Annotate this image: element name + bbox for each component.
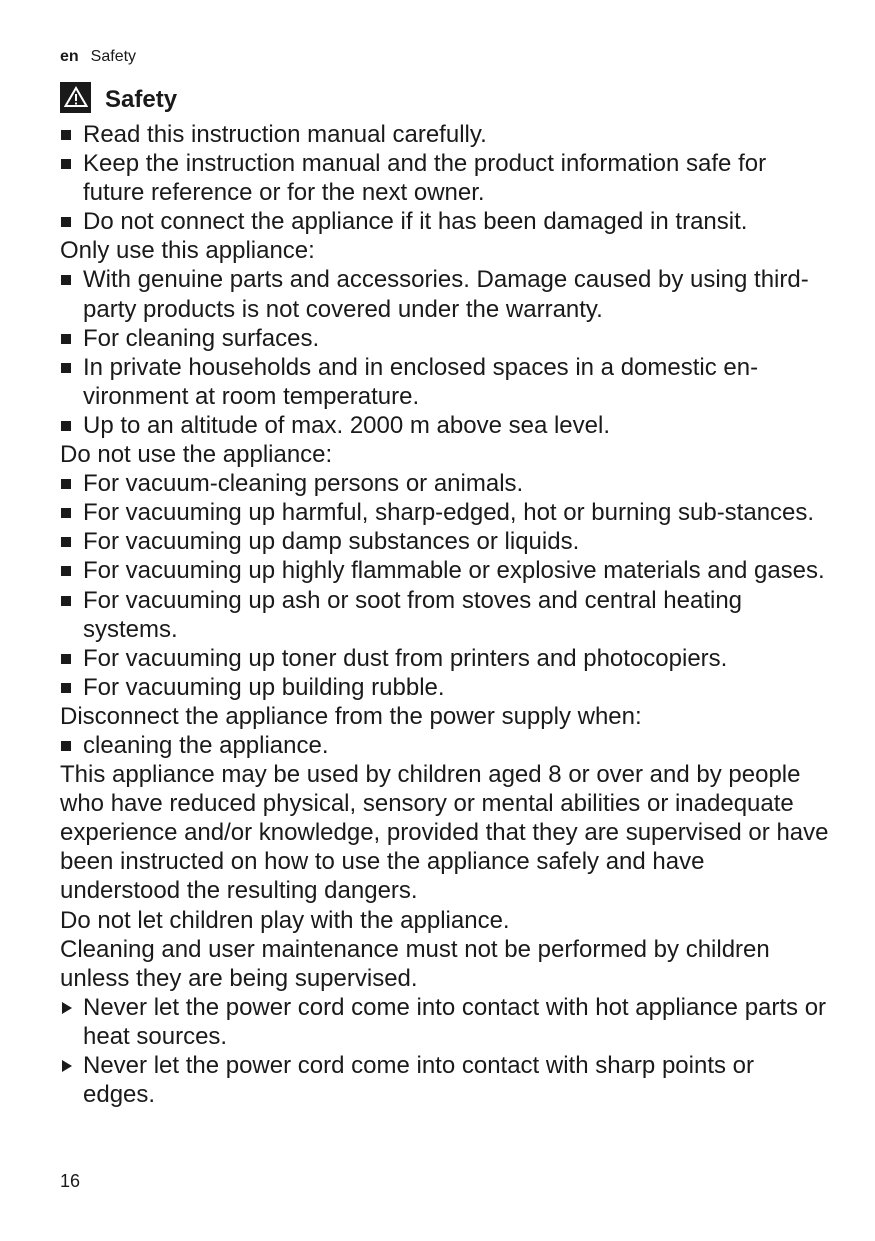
triangle-arrow-icon [62,1002,72,1014]
bullet-item [60,673,830,702]
square-bullet-icon [61,566,71,576]
bullet-text: Keep the instruction manual and the product information safe for future reference or for the next owner. [83,150,767,207]
square-bullet-icon [61,683,71,693]
bullet-text: Do not connect the appliance if it has been damaged in transit. [83,208,748,236]
triangle-arrow-icon [62,1060,72,1072]
square-bullet-icon [61,537,71,547]
paragraph: Do not let children play with the appliance. [60,906,510,934]
square-bullet-icon [61,421,71,431]
bullet-text: Read this instruction manual carefully. [83,121,487,148]
square-bullet-icon [61,654,71,664]
running-header [60,47,136,67]
square-bullet-icon [61,479,71,489]
action-step [60,993,830,1051]
bullet-item [60,498,830,527]
warning-triangle-icon [60,82,91,113]
bullet-item [60,644,830,673]
square-bullet-icon [61,508,71,518]
bullet-item [60,556,830,585]
bullet-text: cleaning the appliance. [83,731,329,759]
safety-content [60,120,830,1109]
bullet-text: With genuine parts and accessories. Damage caused by using third-party products is not covered under the warranty. [83,266,809,323]
square-bullet-icon [61,275,71,285]
bullet-text: In private households and in enclosed spaces in a domestic en-vironment at room temperature. [83,353,759,410]
bullet-item [60,265,830,323]
page-number: 16 [60,1171,81,1191]
bullet-text: For vacuuming up highly flammable or explosive materials and gases. [83,557,825,585]
square-bullet-icon [61,130,71,140]
bullet-item [60,120,830,149]
paragraph: Disconnect the appliance from the power supply when: [60,702,642,730]
bullet-text: For vacuuming up damp substances or liquids. [83,528,580,556]
header-section-name: Safety [90,48,137,65]
bullet-text: Up to an altitude of max. 2000 m above sea level. [83,411,610,439]
bullet-text: For vacuuming up toner dust from printers and photocopiers. [83,644,728,672]
action-step [60,1051,830,1109]
action-text: Never let the power cord come into contact with sharp points or edges. [83,1052,754,1109]
bullet-item [60,149,830,207]
bullet-text: For vacuuming up harmful, sharp-edged, hot or burning sub-stances. [83,499,815,527]
section-title-row [60,80,177,114]
bullet-text: For vacuuming up ash or soot from stoves and central heating systems. [83,586,743,643]
square-bullet-icon [61,159,71,169]
paragraph: Only use this appliance: [60,237,315,265]
language-code: en [60,48,79,65]
bullet-text: For vacuuming up building rubble. [83,673,445,701]
bullet-item [60,207,830,236]
bullet-text: For cleaning surfaces. [83,324,320,352]
square-bullet-icon [61,334,71,344]
square-bullet-icon [61,741,71,751]
bullet-item [60,469,830,498]
square-bullet-icon [61,363,71,373]
bullet-item [60,731,830,760]
bullet-item [60,353,830,411]
paragraph: Cleaning and user maintenance must not be performed by children unless they are being supervised. [60,935,770,992]
paragraph: Do not use the appliance: [60,441,333,469]
square-bullet-icon [61,217,71,227]
section-title: Safety [105,86,178,113]
action-text: Never let the power cord come into contact with hot appliance parts or heat sources. [83,993,827,1050]
bullet-item [60,527,830,556]
bullet-item [60,586,830,644]
bullet-item [60,324,830,353]
square-bullet-icon [61,596,71,606]
paragraph: This appliance may be used by children aged 8 or over and by people who have reduced physical, sensory or mental abilities or inadequate experience and/or knowledge, provided that they are supervised or have been instructed on how to use the appliance safely and have understood the resulting dangers. [60,761,829,905]
bullet-text: For vacuum-cleaning persons or animals. [83,470,524,498]
bullet-item [60,411,830,440]
